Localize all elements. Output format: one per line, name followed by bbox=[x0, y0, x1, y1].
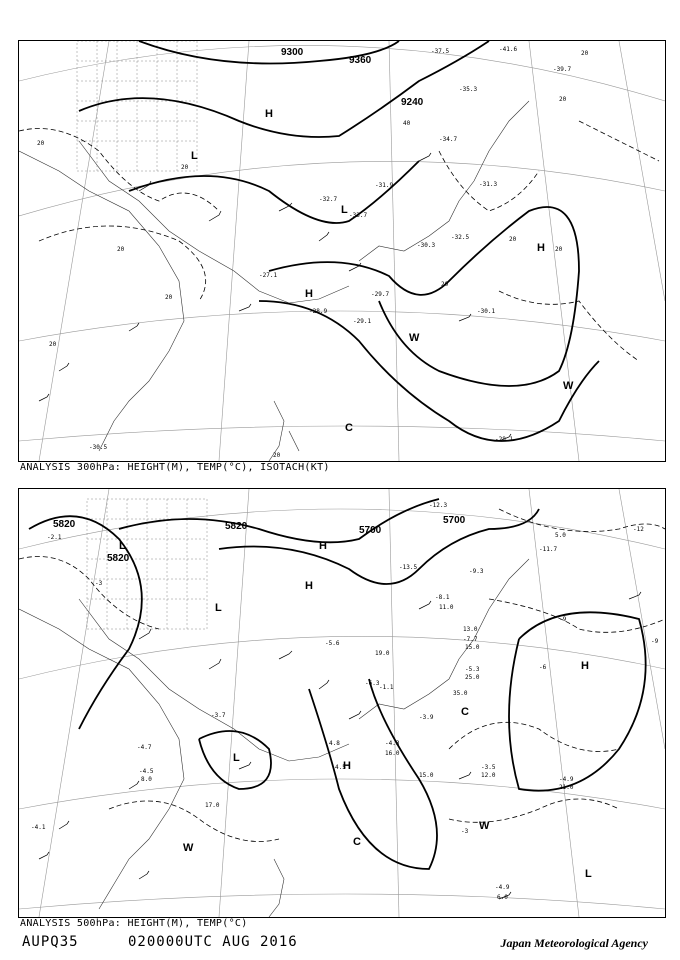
value-label: 4.8 bbox=[329, 740, 340, 747]
temp-label: -39.7 bbox=[553, 66, 572, 73]
height-label: 5700 bbox=[359, 525, 382, 536]
temp-label: -5.3 bbox=[465, 666, 480, 673]
temp-label: -34.7 bbox=[439, 136, 458, 143]
center-marker: L bbox=[119, 540, 126, 552]
value-label: 16.0 bbox=[385, 750, 400, 757]
temp-label: -32.5 bbox=[451, 234, 470, 241]
map-300hpa bbox=[18, 40, 666, 462]
analysis-time: 020000UTC AUG 2016 bbox=[128, 934, 298, 950]
temp-label: -30.5 bbox=[89, 444, 108, 451]
temp-contour-label: -9 bbox=[559, 616, 567, 623]
temp-label: -9.3 bbox=[469, 568, 484, 575]
isotach-label: 20 bbox=[555, 246, 563, 253]
temp-label: -3.7 bbox=[211, 712, 226, 719]
temp-label: -29.7 bbox=[371, 291, 390, 298]
agency-name: Japan Meteorological Agency bbox=[500, 936, 648, 950]
center-marker: W bbox=[563, 380, 574, 392]
value-label: 17.0 bbox=[205, 802, 220, 809]
temp-label: -4.9 bbox=[559, 776, 574, 783]
temp-label: -6.3 bbox=[365, 680, 380, 687]
center-marker: L bbox=[585, 868, 592, 880]
temp-contour-label: -6 bbox=[539, 664, 547, 671]
temp-label: -28.9 bbox=[309, 308, 328, 315]
temp-label: -4.7 bbox=[137, 744, 152, 751]
temp-label: -27.1 bbox=[259, 272, 278, 279]
center-marker: H bbox=[305, 288, 313, 300]
value-label: 15.0 bbox=[419, 772, 434, 779]
chart-caption-300hpa: ANALYSIS 300hPa: HEIGHT(M), TEMP(°C), ISOTACH(KT) bbox=[20, 462, 330, 473]
temp-label: -4.5 bbox=[139, 768, 154, 775]
height-label: 5820 bbox=[107, 553, 130, 564]
temp-label: -5.6 bbox=[325, 640, 340, 647]
value-label: 11.0 bbox=[439, 604, 454, 611]
value-label: 6.0 bbox=[497, 894, 508, 901]
center-marker: L bbox=[215, 602, 222, 614]
height-label: 5700 bbox=[443, 515, 466, 526]
center-marker: H bbox=[305, 580, 313, 592]
graticule bbox=[19, 41, 665, 461]
temp-label: -4.3 bbox=[385, 740, 400, 747]
height-label: 5820 bbox=[225, 521, 248, 532]
temp-contour-label: -3 bbox=[95, 580, 103, 587]
temp-label: -1.1 bbox=[379, 684, 394, 691]
wind-barbs bbox=[39, 592, 641, 899]
coastline bbox=[19, 559, 529, 917]
temp-label: -41.6 bbox=[499, 46, 518, 53]
temp-label: -37.5 bbox=[431, 48, 450, 55]
value-label: 19.0 bbox=[375, 650, 390, 657]
center-marker: H bbox=[319, 540, 327, 552]
isotach-label: 20 bbox=[49, 341, 57, 348]
value-label: 8.0 bbox=[141, 776, 152, 783]
temp-label: -32.7 bbox=[319, 196, 338, 203]
chart-caption-500hpa: ANALYSIS 500hPa: HEIGHT(M), TEMP(°C) bbox=[20, 918, 248, 929]
temp-label: -30.1 bbox=[477, 308, 496, 315]
temp-label: -31.9 bbox=[375, 182, 394, 189]
center-marker: H bbox=[537, 242, 545, 254]
value-label: 13.0 bbox=[463, 626, 478, 633]
temp-label: -28.1 bbox=[495, 436, 514, 443]
temp-contour-label: -9 bbox=[651, 638, 659, 645]
isotach-label: 20 bbox=[559, 96, 567, 103]
temp-contour-label: -12 bbox=[633, 526, 644, 533]
isotach-label: 20 bbox=[165, 294, 173, 301]
value-label: 25.0 bbox=[465, 674, 480, 681]
center-marker: H bbox=[343, 760, 351, 772]
value-label: 4.5 bbox=[335, 764, 346, 771]
isotach-label: 20 bbox=[117, 246, 125, 253]
temp-label: -2.1 bbox=[47, 534, 62, 541]
temp-contour-label: -3 bbox=[461, 828, 469, 835]
center-marker: W bbox=[479, 820, 490, 832]
center-marker: C bbox=[345, 422, 353, 434]
value-label: 12.0 bbox=[481, 772, 496, 779]
center-marker: C bbox=[461, 706, 469, 718]
temp-label: -3.5 bbox=[481, 764, 496, 771]
temp-label: -11.7 bbox=[539, 546, 558, 553]
isotach-label: 20 bbox=[37, 140, 45, 147]
height-label: 5820 bbox=[53, 519, 76, 530]
bulletin-code: AUPQ35 bbox=[22, 934, 79, 950]
coastline bbox=[19, 101, 529, 461]
isotach-label: 20 bbox=[441, 281, 449, 288]
isotach-label: 40 bbox=[403, 120, 411, 127]
center-marker: L bbox=[191, 150, 198, 162]
temp-label: -35.3 bbox=[459, 86, 478, 93]
temp-label: -4.1 bbox=[31, 824, 46, 831]
temp-label: -30.3 bbox=[417, 242, 436, 249]
temp-label: -12.3 bbox=[429, 502, 448, 509]
height-label: 9240 bbox=[401, 97, 424, 108]
temp-label: -13.5 bbox=[399, 564, 418, 571]
value-label: 21.0 bbox=[559, 784, 574, 791]
value-label: 5.0 bbox=[555, 532, 566, 539]
temp-label: -7.7 bbox=[463, 636, 478, 643]
isotach-label: 20 bbox=[181, 164, 189, 171]
temp-label: -3.9 bbox=[419, 714, 434, 721]
value-label: 15.0 bbox=[465, 644, 480, 651]
map-500hpa bbox=[18, 488, 666, 918]
height-label: 9360 bbox=[349, 55, 372, 66]
height-label: 9300 bbox=[281, 47, 304, 58]
isotach-label: 20 bbox=[273, 452, 281, 459]
center-marker: W bbox=[183, 842, 194, 854]
temp-label: -8.1 bbox=[435, 594, 450, 601]
isotach-label: 20 bbox=[509, 236, 517, 243]
temp-label: -29.1 bbox=[353, 318, 372, 325]
center-marker: H bbox=[581, 660, 589, 672]
temp-label: -4.9 bbox=[495, 884, 510, 891]
temp-label: -31.3 bbox=[479, 181, 498, 188]
center-marker: W bbox=[409, 332, 420, 344]
center-marker: H bbox=[265, 108, 273, 120]
center-marker: C bbox=[353, 836, 361, 848]
isotach-label: 20 bbox=[581, 50, 589, 57]
center-marker: L bbox=[233, 752, 240, 764]
temp-label: -33.7 bbox=[349, 212, 368, 219]
center-marker: L bbox=[341, 204, 348, 216]
value-label: 35.0 bbox=[453, 690, 468, 697]
